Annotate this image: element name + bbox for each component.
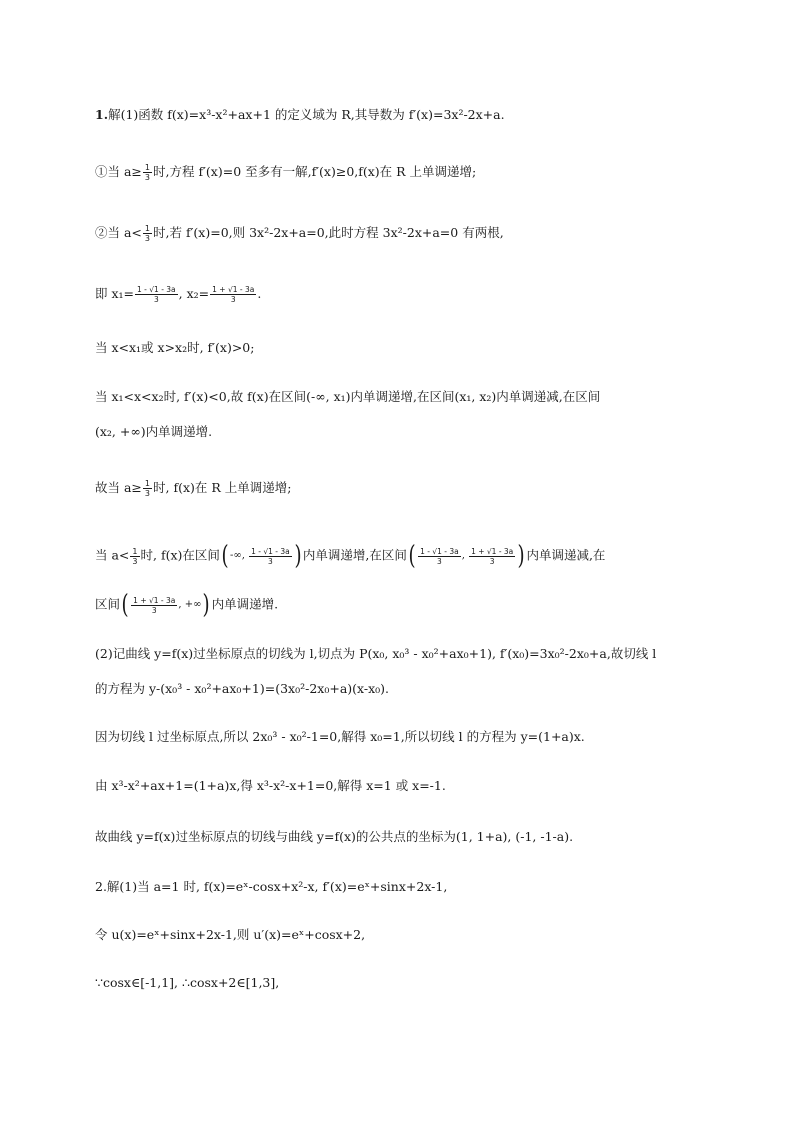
conclusion3-suffix: 内单调递增. bbox=[211, 596, 279, 612]
p2-line5: 故曲线 y=f(x)过坐标原点的切线与曲线 y=f(x)的公共点的坐标为(1, 1+a), (-1, -1-a). bbox=[95, 829, 574, 844]
p1-outside: 当 x<x₁或 x>x₂时, f′(x)>0; bbox=[95, 340, 255, 355]
p1-conclusion1 bbox=[95, 478, 734, 498]
p1-intro-text: 解(1)函数 f(x)=x³-x²+ax+1 的定义域为 R,其导数为 f′(x)=3x²-2x+a. bbox=[108, 107, 505, 122]
root1-fraction: $\frac{1 - √1 - 3a}{3}$ bbox=[420, 546, 459, 566]
fraction-one-third: $\frac{1}{3}$ bbox=[144, 224, 150, 243]
interval-x1-x2: ( $\frac{1 - √1 - 3a}{3}$ , $\frac{1 + √1 - 3a}{3}$ ) bbox=[408, 541, 525, 571]
roots-prefix: 即 x₁= bbox=[95, 286, 135, 301]
p1-roots bbox=[95, 284, 734, 304]
conclusion2-prefix: 当 a< bbox=[95, 547, 130, 563]
p1-inside-1: 当 x₁<x<x₂时, f′(x)<0,故 f(x)在区间(-∞, x₁)内单调递增,在区间(x₁, x₂)内单调递减,在区间 bbox=[95, 389, 601, 404]
p3-line3: ∵cosx∈[-1,1], ∴cosx+2∈[1,3], bbox=[95, 975, 280, 990]
p2-line4: 由 x³-x²+ax+1=(1+a)x,得 x³-x²-x+1=0,解得 x=1 或 x=-1. bbox=[95, 778, 446, 793]
conclusion1-prefix: 故当 a≥ bbox=[95, 480, 142, 495]
p1-conclusion2 bbox=[95, 543, 734, 569]
p1-heading: 1. bbox=[95, 107, 109, 122]
case2-suffix: 时,若 f′(x)=0,则 3x²-2x+a=0,此时方程 3x²-2x+a=0 有两根, bbox=[153, 225, 504, 240]
roots-mid: , x₂= bbox=[178, 286, 210, 301]
p2-line2: 的方程为 y-(x₀³ - x₀²+ax₀+1)=(3x₀²-2x₀+a)(x-x₀). bbox=[95, 681, 389, 696]
pos-inf-label: , +∞ bbox=[178, 599, 202, 610]
p1-intro bbox=[95, 105, 734, 125]
p1-case2 bbox=[95, 223, 734, 243]
p1-conclusion3 bbox=[95, 592, 734, 618]
root2-fraction: $\frac{1 + √1 - 3a}{3}$ bbox=[212, 285, 255, 304]
root2-fraction: $\frac{1 + √1 - 3a}{3}$ bbox=[471, 546, 514, 566]
conclusion2-b: 内单调递增,在区间 bbox=[302, 547, 407, 563]
root1-fraction: $\frac{1 - √1 - 3a}{3}$ bbox=[137, 285, 176, 304]
roots-end: . bbox=[257, 286, 262, 301]
fraction-one-third: $\frac{1}{3}$ bbox=[132, 546, 138, 566]
p1-inside-2: (x₂, +∞)内单调递增. bbox=[95, 424, 213, 439]
p2-line1: (2)记曲线 y=f(x)过坐标原点的切线为 l,切点为 P(x₀, x₀³ - x₀²+ax₀+1), f′(x₀)=3x₀²-2x₀+a,故切线 l bbox=[95, 646, 657, 661]
conclusion2-a: 时, f(x)在区间 bbox=[140, 547, 220, 563]
fraction-one-third: $\frac{1}{3}$ bbox=[144, 163, 150, 182]
interval-neg-inf-x1: ( -∞, $\frac{1 - √1 - 3a}{3}$ ) bbox=[221, 541, 302, 571]
interval-x2-pos-inf: ( $\frac{1 + √1 - 3a}{3}$ , +∞ ) bbox=[121, 590, 211, 620]
root2-fraction: $\frac{1 + √1 - 3a}{3}$ bbox=[133, 595, 176, 615]
conclusion3-prefix: 区间 bbox=[95, 596, 121, 612]
conclusion1-suffix: 时, f(x)在 R 上单调递增; bbox=[153, 480, 292, 495]
case2-prefix: ②当 a< bbox=[95, 225, 142, 240]
p3-line2: 令 u(x)=eˣ+sinx+2x-1,则 u′(x)=eˣ+cosx+2, bbox=[95, 927, 366, 942]
p2-line3: 因为切线 l 过坐标原点,所以 2x₀³ - x₀²-1=0,解得 x₀=1,所以切线 l 的方程为 y=(1+a)x. bbox=[95, 729, 585, 744]
case1-suffix: 时,方程 f′(x)=0 至多有一解,f′(x)≥0,f(x)在 R 上单调递增; bbox=[153, 164, 477, 179]
neg-inf-label: -∞, bbox=[230, 550, 245, 561]
conclusion2-c: 内单调递减,在 bbox=[526, 547, 606, 563]
p1-case1 bbox=[95, 162, 734, 182]
root1-fraction: $\frac{1 - √1 - 3a}{3}$ bbox=[251, 546, 290, 566]
case1-prefix: ①当 a≥ bbox=[95, 164, 142, 179]
fraction-one-third: $\frac{1}{3}$ bbox=[144, 479, 150, 498]
p3-line1: 2.解(1)当 a=1 时, f(x)=eˣ-cosx+x²-x, f′(x)=eˣ+sinx+2x-1, bbox=[95, 879, 448, 894]
